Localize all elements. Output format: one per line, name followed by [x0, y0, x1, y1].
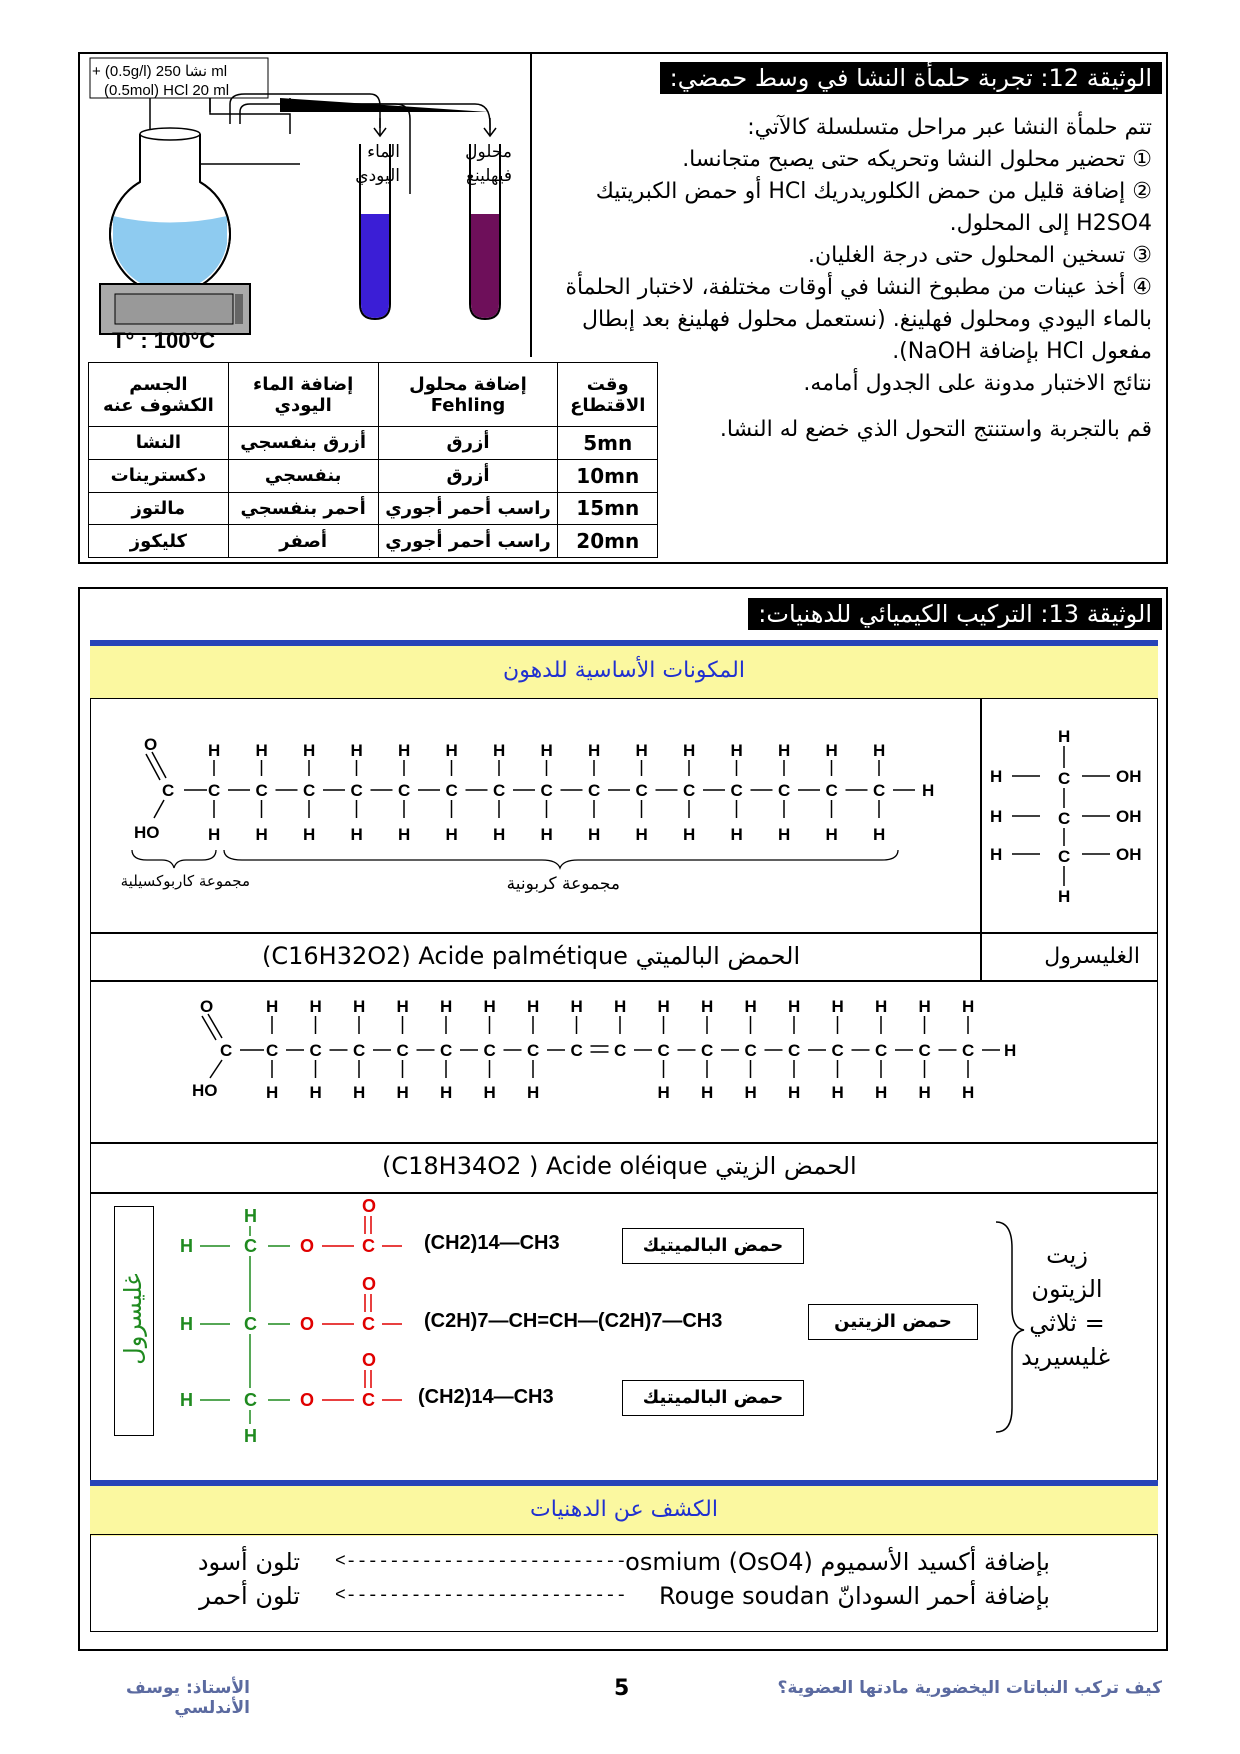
svg-text:C: C — [788, 1041, 801, 1060]
palmitic-name: (C16H32O2) Acide palmétique الحمض البالميتي — [262, 942, 801, 970]
table-cell: بنفسجي — [228, 459, 378, 492]
svg-text:H: H — [440, 1083, 453, 1102]
hcl-label: (0.5mol) HCl 20 ml — [104, 82, 230, 99]
svg-text:C: C — [744, 1041, 757, 1060]
svg-text:C: C — [244, 1314, 257, 1334]
svg-text:H: H — [922, 781, 935, 800]
svg-text:H: H — [180, 1314, 193, 1334]
svg-text:C: C — [220, 1041, 233, 1060]
svg-text:H: H — [683, 825, 696, 844]
detection-arrow-2: <-------------------------- — [335, 1586, 627, 1606]
svg-text:C: C — [778, 781, 791, 800]
svg-text:H: H — [918, 1083, 931, 1102]
acid-label-2: حمض الزيتين — [808, 1304, 978, 1340]
table-cell: 10mn — [558, 459, 658, 492]
header-iodine: إضافة الماء اليودي — [228, 363, 378, 427]
detection-arrow-1: <-------------------------- — [335, 1552, 627, 1572]
hydrolysis-apparatus — [80, 54, 528, 356]
svg-text:H: H — [825, 825, 838, 844]
svg-text:H: H — [540, 825, 553, 844]
svg-text:C: C — [825, 781, 838, 800]
detection-header: الكشف عن الدهنيات — [90, 1480, 1158, 1536]
oleic-acid-structure — [92, 982, 1156, 1142]
svg-text:HO: HO — [134, 823, 160, 842]
detection-result-1: تلون أسود — [197, 1548, 300, 1576]
svg-text:H: H — [244, 1426, 257, 1446]
svg-text:H: H — [635, 825, 648, 844]
doc12-divider — [530, 52, 532, 357]
glycerol-vertical-label: غليسرول — [119, 1273, 147, 1365]
svg-text:H: H — [208, 825, 221, 844]
svg-text:H: H — [990, 807, 1003, 826]
svg-text:C: C — [962, 1041, 975, 1060]
svg-text:OH: OH — [1116, 767, 1142, 786]
svg-text:H: H — [493, 825, 506, 844]
svg-text:C: C — [303, 781, 316, 800]
doc12-line-4: H2SO4 إلى المحلول. — [949, 211, 1152, 236]
svg-text:H: H — [825, 741, 838, 760]
carbon-label: مجموعة كربونية — [506, 874, 620, 894]
svg-text:H: H — [396, 997, 409, 1016]
table-cell: راسب أحمر أجوري — [378, 525, 558, 558]
svg-text:H: H — [180, 1390, 193, 1410]
fehling-tube-label: محلول فيهلينغ — [465, 142, 512, 186]
svg-text:C: C — [635, 781, 648, 800]
iodine-tube-label: الماء اليودي — [355, 142, 400, 186]
acid-label-3: حمض البالميتيك — [622, 1380, 804, 1416]
svg-text:OH: OH — [1116, 845, 1142, 864]
oleic-name: (C18H34O2 ) Acide oléique الحمض الزيتي — [382, 1152, 857, 1180]
svg-text:H: H — [701, 997, 714, 1016]
detection-reagent-1: بإضافة أكسيد الأسميوم (OsO4) osmium — [625, 1548, 1050, 1576]
svg-text:H: H — [255, 741, 268, 760]
oil-label: زيت الزيتون = ثلاثي غليسيريد — [1021, 1241, 1110, 1371]
doc12-line-1: تتم حلمأة النشا عبر مراحل متسلسلة كالآتي: — [747, 115, 1152, 140]
table-cell: 5mn — [558, 427, 658, 460]
svg-text:C: C — [362, 1236, 375, 1256]
svg-text:H: H — [1004, 1041, 1017, 1060]
svg-text:H: H — [588, 825, 601, 844]
temperature-label: T° : 100°C — [112, 328, 216, 353]
header-fehling: إضافة محلول Fehling — [378, 363, 558, 427]
doc12-line-3: ② إضافة قليل من حمض الكلوريدريك HCl أو حمض الكبريتيك — [595, 179, 1152, 204]
svg-text:C: C — [831, 1041, 844, 1060]
doc12-line-7: بالماء اليودي ومحلول فهلينغ. (نستعمل محلول فهلينغ بعد إبطال — [581, 307, 1152, 332]
svg-text:C: C — [701, 1041, 714, 1060]
svg-text:H: H — [873, 825, 886, 844]
doc13-title: الوثيقة 13: التركيب الكيميائي للدهنيات: — [748, 598, 1162, 630]
svg-text:H: H — [788, 997, 801, 1016]
svg-text:O: O — [362, 1274, 377, 1294]
svg-text:O: O — [200, 997, 214, 1016]
svg-text:H: H — [309, 997, 322, 1016]
svg-text:H: H — [778, 741, 791, 760]
svg-text:C: C — [483, 1041, 496, 1060]
svg-text:O: O — [362, 1196, 377, 1216]
svg-text:C: C — [350, 781, 363, 800]
svg-text:C: C — [614, 1041, 627, 1060]
svg-text:H: H — [730, 741, 743, 760]
svg-text:H: H — [445, 825, 458, 844]
page-number: 5 — [614, 1676, 630, 1701]
palmitic-acid-structure — [92, 700, 980, 930]
starch-label: + (0.5g/l) نشا 250 ml — [92, 63, 228, 80]
doc12-line-9: نتائج الاختبار مدونة على الجدول أمامه. — [803, 371, 1152, 396]
doc12-line-6: ④ أخذ عينات من مطبوخ النشا في أوقات مختلفة، لاختبار الحلمأة — [565, 275, 1152, 300]
footer-author: الأستاذ: يوسف الأندلسي — [126, 1678, 250, 1718]
svg-text:H: H — [266, 997, 279, 1016]
table-cell: أحمر بنفسجي — [228, 492, 378, 525]
detection-reagent-2: بإضافة أحمر السودانّ Rouge soudan — [659, 1582, 1050, 1610]
svg-text:H: H — [350, 825, 363, 844]
svg-text:C: C — [255, 781, 268, 800]
svg-text:H: H — [527, 997, 540, 1016]
svg-text:H: H — [730, 825, 743, 844]
header-detected: الجسم الكشوف عنه — [89, 363, 229, 427]
svg-text:H: H — [353, 1083, 366, 1102]
results-table — [88, 362, 658, 558]
svg-text:H: H — [303, 741, 316, 760]
svg-text:H: H — [445, 741, 458, 760]
svg-text:H: H — [635, 741, 648, 760]
svg-text:C: C — [730, 781, 743, 800]
svg-text:H: H — [657, 1083, 670, 1102]
svg-text:H: H — [588, 741, 601, 760]
glycerol-structure — [982, 700, 1158, 930]
svg-text:H: H — [701, 1083, 714, 1102]
svg-text:H: H — [303, 825, 316, 844]
svg-text:H: H — [350, 741, 363, 760]
svg-text:H: H — [1058, 887, 1071, 906]
svg-text:C: C — [244, 1236, 257, 1256]
svg-text:H: H — [540, 741, 553, 760]
svg-text:H: H — [744, 997, 757, 1016]
svg-text:HO: HO — [192, 1081, 218, 1100]
doc12-line-10: قم بالتجربة واستنتج التحول الذي خضع له النشا. — [719, 417, 1152, 442]
table-cell: كليكوز — [89, 525, 229, 558]
svg-text:C: C — [309, 1041, 322, 1060]
svg-text:H: H — [493, 741, 506, 760]
svg-text:H: H — [831, 997, 844, 1016]
svg-text:O: O — [144, 735, 158, 754]
svg-text:C: C — [918, 1041, 931, 1060]
table-cell: أزرق — [378, 427, 558, 460]
svg-text:C: C — [657, 1041, 670, 1060]
acid-label-1: حمض البالميتيك — [622, 1228, 804, 1264]
table-cell: دكسترينات — [89, 459, 229, 492]
svg-text:C: C — [398, 781, 411, 800]
svg-text:H: H — [873, 741, 886, 760]
svg-text:O: O — [362, 1350, 377, 1370]
table-cell: أصفر — [228, 525, 378, 558]
table-cell: النشا — [89, 427, 229, 460]
svg-text:H: H — [244, 1206, 257, 1226]
svg-text:H: H — [483, 1083, 496, 1102]
svg-text:H: H — [266, 1083, 279, 1102]
svg-text:C: C — [493, 781, 506, 800]
svg-text:O: O — [300, 1390, 315, 1410]
svg-text:H: H — [778, 825, 791, 844]
svg-text:H: H — [990, 767, 1003, 786]
svg-text:H: H — [396, 1083, 409, 1102]
table-cell: راسب أحمر أجوري — [378, 492, 558, 525]
carboxyl-label: مجموعة كاربوكسيلية — [120, 872, 250, 890]
table-cell: أزرق — [378, 459, 558, 492]
svg-text:H: H — [208, 741, 221, 760]
glycerol-name: الغليسرول — [1044, 944, 1140, 969]
svg-text:C: C — [527, 1041, 540, 1060]
svg-text:C: C — [683, 781, 696, 800]
chain-3: (CH2)14—CH3 — [418, 1386, 554, 1408]
svg-text:H: H — [990, 845, 1003, 864]
svg-text:C: C — [875, 1041, 888, 1060]
doc12-title: الوثيقة 12: تجربة حلمأة النشا في وسط حمضي: — [660, 62, 1162, 94]
footer-title: كيف تركب النباتات اليخضورية مادتها العضوية؟ — [777, 1678, 1162, 1698]
svg-text:C: C — [1058, 769, 1071, 788]
svg-text:C: C — [1058, 809, 1071, 828]
svg-text:C: C — [440, 1041, 453, 1060]
table-cell: أزرق بنفسجي — [228, 427, 378, 460]
svg-text:O: O — [300, 1236, 315, 1256]
svg-text:OH: OH — [1116, 807, 1142, 826]
doc12-line-2: ① تحضير محلول النشا وتحريكه حتى يصبح متجانسا. — [682, 147, 1152, 172]
svg-text:C: C — [266, 1041, 279, 1060]
svg-text:C: C — [353, 1041, 366, 1060]
doc12-line-5: ③ تسخين المحلول حتى درجة الغليان. — [808, 243, 1152, 268]
svg-text:C: C — [540, 781, 553, 800]
svg-text:H: H — [962, 997, 975, 1016]
svg-text:H: H — [788, 1083, 801, 1102]
svg-text:H: H — [875, 997, 888, 1016]
svg-text:O: O — [300, 1314, 315, 1334]
table-cell: مالتوز — [89, 492, 229, 525]
chain-2: (C2H)7—CH=CH—(C2H)7—CH3 — [424, 1310, 723, 1332]
svg-text:C: C — [588, 781, 601, 800]
svg-text:H: H — [570, 997, 583, 1016]
svg-text:H: H — [440, 997, 453, 1016]
svg-text:H: H — [683, 741, 696, 760]
components-header: المكونات الأساسية للدهون — [90, 640, 1158, 698]
svg-text:H: H — [398, 741, 411, 760]
svg-text:H: H — [353, 997, 366, 1016]
svg-text:C: C — [162, 781, 175, 800]
svg-text:H: H — [527, 1083, 540, 1102]
svg-text:C: C — [1058, 847, 1071, 866]
svg-text:H: H — [657, 997, 670, 1016]
table-cell: 15mn — [558, 492, 658, 525]
svg-text:C: C — [445, 781, 458, 800]
svg-text:H: H — [918, 997, 931, 1016]
svg-text:C: C — [396, 1041, 409, 1060]
svg-text:H: H — [962, 1083, 975, 1102]
svg-text:C: C — [570, 1041, 583, 1060]
svg-text:H: H — [255, 825, 268, 844]
detection-result-2: تلون أحمر — [199, 1582, 300, 1610]
svg-text:H: H — [875, 1083, 888, 1102]
header-time: وقت الاقتطاع — [558, 363, 658, 427]
svg-text:C: C — [244, 1390, 257, 1410]
svg-text:C: C — [873, 781, 886, 800]
table-cell: 20mn — [558, 525, 658, 558]
chain-1: (CH2)14—CH3 — [424, 1232, 560, 1254]
svg-text:H: H — [1058, 727, 1071, 746]
svg-text:C: C — [362, 1314, 375, 1334]
svg-text:C: C — [208, 781, 221, 800]
svg-text:H: H — [483, 997, 496, 1016]
svg-text:H: H — [180, 1236, 193, 1256]
svg-text:H: H — [309, 1083, 322, 1102]
svg-text:C: C — [362, 1390, 375, 1410]
svg-text:H: H — [398, 825, 411, 844]
svg-text:H: H — [744, 1083, 757, 1102]
doc12-line-8: مفعول HCl بإضافة NaOH). — [892, 339, 1152, 364]
svg-text:H: H — [831, 1083, 844, 1102]
svg-text:H: H — [614, 997, 627, 1016]
